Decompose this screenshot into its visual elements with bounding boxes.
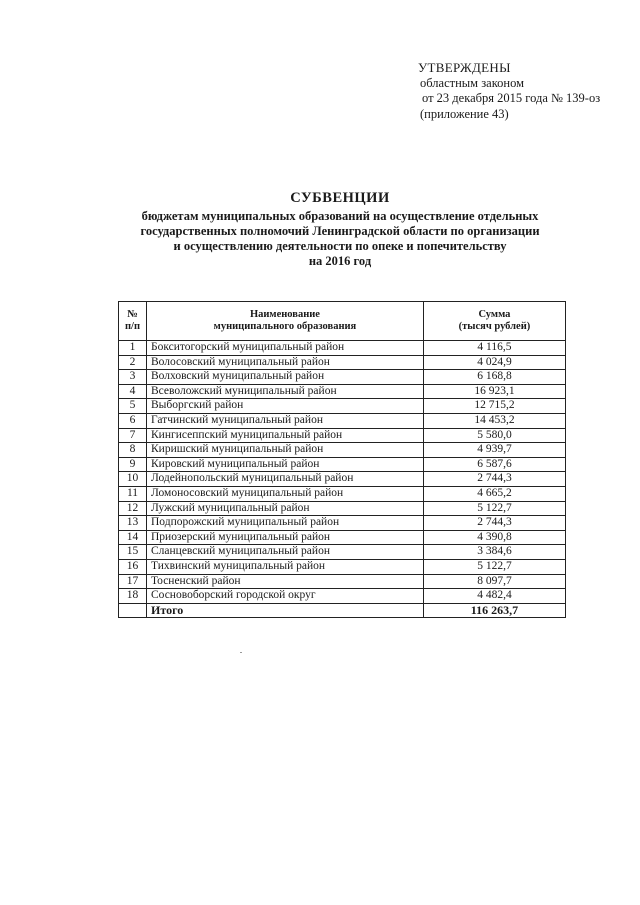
row-amount: 5 122,7 [423,559,565,574]
table-row [119,370,566,385]
row-number: 4 [119,384,147,399]
row-number: 12 [119,501,147,516]
row-number: 16 [119,559,147,574]
row-number: 1 [119,341,147,356]
row-number: 5 [119,399,147,414]
approval-line-2: от 23 декабря 2015 года № 139-оз [422,91,601,105]
title-line-4: на 2016 год [308,254,372,268]
row-amount: 4 024,9 [423,355,565,370]
row-name: Лужский муниципальный район [147,501,424,516]
row-name: Бокситогорский муниципальный район [147,341,424,356]
row-name: Лодейнопольский муниципальный район [147,472,424,487]
row-amount: 8 097,7 [423,574,565,589]
header-num [119,302,147,341]
table-row [119,516,566,531]
approval-heading: УТВЕРЖДЕНЫ [418,60,511,75]
row-number: 11 [119,486,147,501]
row-amount: 5 122,7 [423,501,565,516]
title-line-3: и осуществлению деятельности по опеке и попечительству [173,239,507,253]
row-name: Всеволожский муниципальный район [147,384,424,399]
row-amount: 4 116,5 [423,341,565,356]
scan-artifact [240,652,242,653]
row-number: 10 [119,472,147,487]
row-name: Кировский муниципальный район [147,457,424,472]
row-number: 8 [119,443,147,458]
total-row [119,603,566,618]
row-number: 7 [119,428,147,443]
table-row [119,545,566,560]
row-name: Тихвинский муниципальный район [147,559,424,574]
title-line-2: государственных полномочий Ленинградской области по организации [140,224,540,238]
row-amount: 2 744,3 [423,516,565,531]
row-name: Кингисеппский муниципальный район [147,428,424,443]
row-number: 3 [119,370,147,385]
row-amount: 4 390,8 [423,530,565,545]
row-amount: 4 665,2 [423,486,565,501]
approval-block [418,60,600,122]
total-label: Итого [147,603,424,618]
table-row [119,574,566,589]
row-number: 15 [119,545,147,560]
approval-line-1: областным законом [420,75,525,90]
header-name [147,302,424,341]
row-amount: 5 580,0 [423,428,565,443]
row-number: 13 [119,516,147,531]
row-name: Выборгский район [147,399,424,414]
row-amount: 3 384,6 [423,545,565,560]
row-amount: 4 482,4 [423,589,565,604]
table-header-row [119,302,566,341]
header-num-line-1: № [127,308,138,320]
table-row [119,472,566,487]
row-name: Сланцевский муниципальный район [147,545,424,560]
row-amount: 12 715,2 [423,399,565,414]
table-row [119,413,566,428]
row-name: Волосовский муниципальный район [147,355,424,370]
header-num-line-2: п/п [124,321,141,332]
row-number: 2 [119,355,147,370]
row-name: Ломоносовский муниципальный район [147,486,424,501]
table-row [119,501,566,516]
row-number: 9 [119,457,147,472]
table-row [119,443,566,458]
table-row [119,486,566,501]
row-name: Волховский муниципальный район [147,370,424,385]
row-name: Тосненский район [147,574,424,589]
table-row [119,384,566,399]
subventions-table [118,301,566,618]
table-row [119,559,566,574]
row-number: 6 [119,413,147,428]
title-main: СУБВЕНЦИИ [290,190,390,206]
row-amount: 6 168,8 [423,370,565,385]
table-body [119,341,566,604]
row-number: 17 [119,574,147,589]
header-name-line-1: Наименование [249,308,320,320]
row-number: 18 [119,589,147,604]
row-amount: 2 744,3 [423,472,565,487]
approval-line-3: (приложение 43) [420,106,509,121]
table-row [119,428,566,443]
row-amount: 14 453,2 [423,413,565,428]
total-amount: 116 263,7 [423,603,565,618]
row-amount: 16 923,1 [423,384,565,399]
row-name: Подпорожский муниципальный район [147,516,424,531]
table-row [119,341,566,356]
total-num-cell [119,603,147,618]
row-name: Сосновоборский городской округ [147,589,424,604]
row-amount: 6 587,6 [423,457,565,472]
row-name: Гатчинский муниципальный район [147,413,424,428]
table-row [119,457,566,472]
header-sum [423,302,565,341]
table-row [119,355,566,370]
row-name: Киришский муниципальный район [147,443,424,458]
header-name-line-2: муниципального образования [213,321,357,332]
row-number: 14 [119,530,147,545]
table-row [119,589,566,604]
title-line-1: бюджетам муниципальных образований на осуществление отдельных [141,209,539,223]
table-row [119,530,566,545]
row-amount: 4 939,7 [423,443,565,458]
header-sum-line-1: Сумма [478,308,511,320]
table-row [119,399,566,414]
document-title [100,190,580,269]
row-name: Приозерский муниципальный район [147,530,424,545]
header-sum-line-2: (тысяч рублей) [458,321,531,332]
